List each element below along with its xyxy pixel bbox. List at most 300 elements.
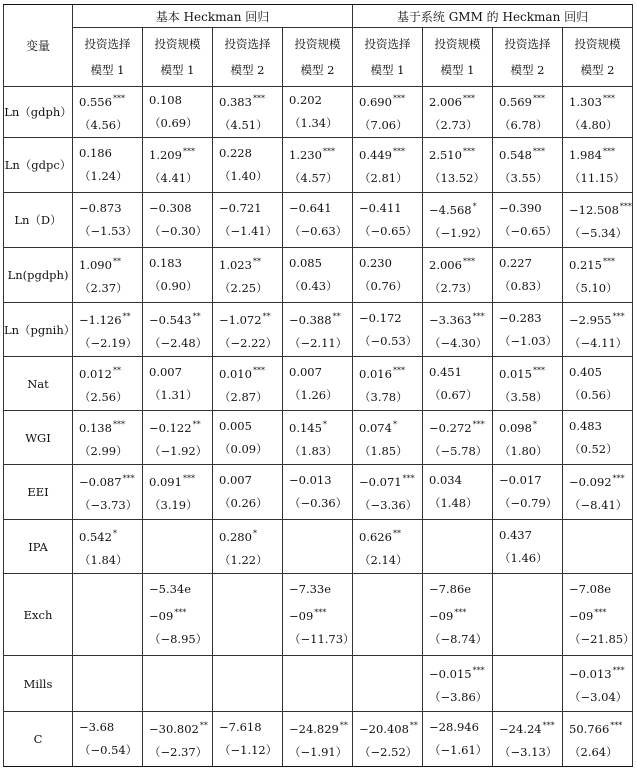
significance-stars: *** xyxy=(542,721,555,730)
cell-number: （0.43） xyxy=(289,279,338,293)
group-header-gmm-heckman: 基于系统 GMM 的 Heckman 回归 xyxy=(353,5,633,28)
cell-value xyxy=(499,114,562,137)
cell-value xyxy=(219,359,282,386)
cell-value xyxy=(149,197,212,220)
cell-number: −28.946 xyxy=(429,720,479,734)
cell-value xyxy=(289,492,352,515)
cell-value xyxy=(359,252,422,275)
cell-value xyxy=(79,197,142,220)
table-cell xyxy=(423,248,493,303)
variable-label: Nat xyxy=(4,357,73,411)
cell-number: （0.76） xyxy=(359,279,408,293)
significance-stars: *** xyxy=(122,474,135,483)
cell-value xyxy=(499,330,562,353)
table-cell xyxy=(493,712,563,767)
table-cell xyxy=(493,465,563,520)
cell-value xyxy=(219,87,282,114)
table-cell xyxy=(423,574,493,656)
significance-stars: ** xyxy=(112,257,121,266)
column-header-line: 投资规模 xyxy=(434,37,481,51)
cell-number: （0.90） xyxy=(149,279,198,293)
table-cell xyxy=(143,193,213,248)
cell-number: 0.108 xyxy=(149,93,182,107)
cell-value xyxy=(359,197,422,220)
cell-value xyxy=(499,469,562,492)
cell-number: 1.230 xyxy=(289,148,322,162)
cell-number: 0.098 xyxy=(499,420,532,435)
cell-number: −0.308 xyxy=(149,201,192,215)
column-header xyxy=(423,28,493,87)
table-cell xyxy=(563,465,633,520)
cell-value xyxy=(289,89,352,112)
cell-value xyxy=(429,628,492,651)
cell-value xyxy=(429,739,492,762)
cell-value xyxy=(429,140,492,167)
cell-value xyxy=(289,578,352,601)
cell-number: （13.52） xyxy=(429,171,485,185)
cell-number: 0.186 xyxy=(79,146,112,160)
cell-value xyxy=(359,140,422,167)
cell-number: （0.26） xyxy=(219,496,268,510)
cell-value xyxy=(79,332,142,355)
table-cell xyxy=(213,465,283,520)
cell-number: （6.78） xyxy=(499,118,548,132)
table-cell xyxy=(73,411,143,465)
column-header xyxy=(213,28,283,87)
cell-number: 0.556 xyxy=(79,95,112,109)
cell-value xyxy=(569,384,632,407)
cell-value xyxy=(359,467,422,494)
cell-value xyxy=(79,359,142,386)
cell-value xyxy=(359,359,422,386)
significance-stars: *** xyxy=(182,474,195,483)
cell-value xyxy=(79,440,142,463)
cell-number: （−2.11） xyxy=(289,335,348,350)
cell-number: 0.228 xyxy=(219,146,252,160)
cell-number: （−8.41） xyxy=(569,498,628,512)
table-row xyxy=(4,712,633,767)
table-cell xyxy=(73,138,143,193)
cell-number: −4.568 xyxy=(429,203,472,217)
table-cell xyxy=(353,87,423,138)
column-header-line: 投资选择 xyxy=(224,37,271,51)
cell-number: （−0.65） xyxy=(499,224,558,238)
cell-number: −0.017 xyxy=(499,473,542,487)
cell-number: 0.074 xyxy=(359,420,392,435)
cell-value xyxy=(149,714,212,741)
cell-number: （4.51） xyxy=(219,118,268,132)
table-row xyxy=(4,303,633,357)
table-cell xyxy=(563,303,633,357)
table-cell xyxy=(353,411,423,465)
significance-stars: *** xyxy=(392,94,405,103)
cell-number: −0.013 xyxy=(289,473,332,487)
cell-value xyxy=(149,140,212,167)
cell-value xyxy=(359,114,422,137)
significance-stars: *** xyxy=(182,147,195,156)
table-cell xyxy=(493,656,563,712)
cell-number: （−1.91） xyxy=(289,745,348,759)
cell-number: （1.46） xyxy=(499,550,548,565)
table-cell xyxy=(73,574,143,656)
column-header-line: 投资选择 xyxy=(504,37,551,51)
significance-stars: *** xyxy=(252,365,265,375)
cell-number: （−0.63） xyxy=(289,224,348,238)
cell-value xyxy=(569,686,632,709)
cell-number: −09 xyxy=(289,609,314,623)
cell-number: 0.626 xyxy=(359,529,392,544)
cell-value xyxy=(359,714,422,741)
cell-value xyxy=(219,438,282,461)
table-cell xyxy=(353,465,423,520)
cell-value xyxy=(429,384,492,407)
cell-value xyxy=(79,549,142,572)
cell-value xyxy=(149,601,212,628)
cell-number: 0.010 xyxy=(219,366,252,381)
significance-stars: * xyxy=(392,419,397,429)
cell-number: （−0.53） xyxy=(359,333,418,348)
cell-value xyxy=(289,305,352,332)
cell-value xyxy=(149,252,212,275)
cell-number: −7.86e xyxy=(429,582,472,596)
cell-value xyxy=(149,578,212,601)
cell-value xyxy=(359,741,422,764)
table-row xyxy=(4,138,633,193)
cell-value xyxy=(429,659,492,686)
cell-value xyxy=(359,167,422,190)
cell-number: −1.072 xyxy=(219,312,262,327)
variable-label: EEI xyxy=(4,465,73,520)
significance-stars: ** xyxy=(339,721,348,730)
cell-value xyxy=(429,332,492,355)
cell-number: 0.483 xyxy=(569,418,602,433)
significance-stars: *** xyxy=(322,147,335,156)
cell-value xyxy=(219,142,282,165)
cell-value xyxy=(569,494,632,517)
cell-value xyxy=(429,578,492,601)
table-cell xyxy=(73,656,143,712)
cell-number: 0.227 xyxy=(499,256,532,270)
significance-stars: *** xyxy=(612,311,625,321)
column-header xyxy=(73,28,143,87)
cell-number: （0.52） xyxy=(569,441,618,456)
significance-stars: *** xyxy=(612,665,625,675)
cell-number: −3.68 xyxy=(79,720,115,734)
column-header xyxy=(493,28,563,87)
cell-number: （−0.54） xyxy=(79,743,138,757)
cell-value xyxy=(429,222,492,245)
cell-number: −1.126 xyxy=(79,312,122,327)
cell-value xyxy=(149,413,212,440)
cell-number: 0.405 xyxy=(569,364,602,379)
cell-value xyxy=(219,165,282,188)
table-cell xyxy=(213,574,283,656)
cell-value xyxy=(79,494,142,517)
cell-value xyxy=(359,386,422,409)
significance-stars: *** xyxy=(252,94,265,103)
cell-value xyxy=(219,332,282,355)
column-header-line: 投资规模 xyxy=(574,37,621,51)
table-cell xyxy=(283,411,353,465)
cell-value xyxy=(429,601,492,628)
table-cell xyxy=(143,87,213,138)
table-cell xyxy=(563,712,633,767)
cell-number: −3.363 xyxy=(429,312,472,327)
variable-label: C xyxy=(4,712,73,767)
cell-value xyxy=(569,438,632,461)
cell-number: −0.071 xyxy=(359,475,402,489)
table-row xyxy=(4,520,633,574)
cell-number: （2.37） xyxy=(79,281,128,295)
cell-number: （−2.48） xyxy=(149,335,208,350)
table-cell xyxy=(213,138,283,193)
cell-number: （−0.65） xyxy=(359,224,418,238)
group-header-basic-heckman: 基本 Heckman 回归 xyxy=(73,5,353,28)
table-cell xyxy=(353,193,423,248)
cell-value xyxy=(499,252,562,275)
table-cell xyxy=(73,248,143,303)
variable-label: IPA xyxy=(4,520,73,574)
table-cell xyxy=(213,193,283,248)
significance-stars: ** xyxy=(262,311,271,321)
table-cell xyxy=(493,303,563,357)
table-cell xyxy=(213,411,283,465)
cell-value xyxy=(499,275,562,298)
significance-stars: *** xyxy=(602,94,615,103)
cell-number: （1.31） xyxy=(149,387,198,402)
table-cell xyxy=(213,303,283,357)
table-cell xyxy=(423,520,493,574)
table-cell xyxy=(283,87,353,138)
significance-stars: *** xyxy=(402,474,415,483)
table-cell xyxy=(143,138,213,193)
cell-number: （0.56） xyxy=(569,387,618,402)
cell-number: （4.57） xyxy=(289,171,338,185)
cell-value xyxy=(79,165,142,188)
cell-value xyxy=(289,440,352,463)
significance-stars: * xyxy=(112,528,117,538)
cell-number: （−8.95） xyxy=(149,632,208,646)
cell-number: （4.41） xyxy=(149,171,198,185)
cell-number: （2.64） xyxy=(569,745,618,759)
cell-number: （0.69） xyxy=(149,116,198,130)
significance-stars: ** xyxy=(192,419,201,429)
regression-table xyxy=(3,4,633,767)
cell-number: （3.19） xyxy=(149,498,198,512)
cell-value xyxy=(359,522,422,549)
table-cell xyxy=(563,193,633,248)
cell-number: 1.209 xyxy=(149,148,182,162)
cell-number: （−3.04） xyxy=(569,689,628,704)
cell-value xyxy=(219,386,282,409)
cell-value xyxy=(359,307,422,330)
cell-number: （−4.30） xyxy=(429,335,488,350)
cell-value xyxy=(429,413,492,440)
cell-value xyxy=(499,413,562,440)
column-header-line: 投资选择 xyxy=(364,37,411,51)
cell-number: （3.78） xyxy=(359,389,408,404)
cell-value xyxy=(429,167,492,190)
cell-number: −0.092 xyxy=(569,475,612,489)
significance-stars: *** xyxy=(594,608,607,617)
cell-value xyxy=(149,494,212,517)
cell-value xyxy=(79,142,142,165)
cell-number: （−3.86） xyxy=(429,689,488,704)
cell-value xyxy=(429,686,492,709)
cell-value xyxy=(79,522,142,549)
cell-number: −0.272 xyxy=(429,420,472,435)
column-header-line: 模型 2 xyxy=(230,63,265,77)
cell-value xyxy=(149,440,212,463)
cell-number: 0.451 xyxy=(429,364,462,379)
cell-number: −0.543 xyxy=(149,312,192,327)
table-cell xyxy=(423,87,493,138)
table-cell xyxy=(73,193,143,248)
table-cell xyxy=(563,520,633,574)
cell-number: −0.087 xyxy=(79,475,122,489)
cell-value xyxy=(569,222,632,245)
table-cell xyxy=(143,465,213,520)
cell-number: （−3.36） xyxy=(359,498,418,512)
cell-number: （−1.61） xyxy=(429,743,488,757)
variable-label: Exch xyxy=(4,574,73,656)
variable-label: WGI xyxy=(4,411,73,465)
significance-stars: *** xyxy=(462,147,475,156)
cell-number: （1.40） xyxy=(219,169,268,183)
cell-value xyxy=(569,415,632,438)
cell-number: （2.25） xyxy=(219,281,268,295)
cell-value xyxy=(569,114,632,137)
cell-value xyxy=(219,492,282,515)
cell-number: （0.67） xyxy=(429,387,478,402)
table-cell xyxy=(423,193,493,248)
cell-number: （4.56） xyxy=(79,118,128,132)
significance-stars: *** xyxy=(532,147,545,156)
table-cell xyxy=(563,411,633,465)
cell-number: 0.569 xyxy=(499,95,532,109)
cell-value xyxy=(149,167,212,190)
cell-value xyxy=(359,413,422,440)
significance-stars: ** xyxy=(122,311,131,321)
cell-number: （1.80） xyxy=(499,443,548,458)
variable-label: Mills xyxy=(4,656,73,712)
cell-value xyxy=(149,305,212,332)
cell-number: （3.58） xyxy=(499,389,548,404)
table-cell xyxy=(493,411,563,465)
cell-value xyxy=(569,140,632,167)
table-cell xyxy=(73,465,143,520)
column-header-line: 模型 2 xyxy=(580,63,615,77)
cell-number: （1.48） xyxy=(429,496,478,510)
cell-number: −7.08e xyxy=(569,582,612,596)
cell-value xyxy=(219,220,282,243)
column-header-line: 模型 2 xyxy=(300,63,335,77)
table-cell xyxy=(423,411,493,465)
cell-value xyxy=(219,415,282,438)
table-cell xyxy=(423,712,493,767)
column-header xyxy=(283,28,353,87)
table-row xyxy=(4,574,633,656)
cell-number: 0.437 xyxy=(499,527,532,542)
cell-value xyxy=(289,714,352,741)
cell-value xyxy=(289,384,352,407)
cell-value xyxy=(149,741,212,764)
cell-value xyxy=(79,277,142,300)
cell-number: 50.766 xyxy=(569,722,610,736)
cell-value xyxy=(569,167,632,190)
cell-value xyxy=(499,547,562,570)
cell-value xyxy=(359,87,422,114)
cell-number: 2.006 xyxy=(429,258,462,272)
cell-value xyxy=(219,197,282,220)
table-cell xyxy=(283,712,353,767)
cell-number: −0.013 xyxy=(569,666,612,681)
significance-stars: *** xyxy=(314,608,327,617)
column-header-line: 模型 1 xyxy=(440,63,475,77)
table-cell xyxy=(423,357,493,411)
table-cell xyxy=(213,712,283,767)
cell-value xyxy=(429,469,492,492)
cell-value xyxy=(359,494,422,517)
cell-number: −2.955 xyxy=(569,312,612,327)
table-cell xyxy=(283,656,353,712)
cell-number: （−4.11） xyxy=(569,335,628,350)
column-header-line: 模型 1 xyxy=(160,63,195,77)
cell-value xyxy=(79,114,142,137)
cell-value xyxy=(429,195,492,222)
cell-value xyxy=(149,220,212,243)
table-cell xyxy=(213,520,283,574)
table-row xyxy=(4,465,633,520)
cell-number: −0.388 xyxy=(289,312,332,327)
cell-number: 0.280 xyxy=(219,529,252,544)
significance-stars: *** xyxy=(472,665,485,675)
cell-number: −30.802 xyxy=(149,722,199,736)
cell-value xyxy=(429,114,492,137)
cell-number: −0.122 xyxy=(149,420,192,435)
cell-value xyxy=(79,305,142,332)
variable-header: 变量 xyxy=(4,5,73,87)
significance-stars: ** xyxy=(392,528,401,538)
cell-value xyxy=(289,220,352,243)
cell-value xyxy=(149,384,212,407)
table-cell xyxy=(283,357,353,411)
significance-stars: *** xyxy=(112,94,125,103)
cell-value xyxy=(569,628,635,651)
cell-value xyxy=(569,250,632,277)
cell-value xyxy=(79,87,142,114)
cell-number: （−3.73） xyxy=(79,498,138,512)
cell-number: −0.015 xyxy=(429,666,472,681)
cell-value xyxy=(359,220,422,243)
significance-stars: ** xyxy=(199,721,208,730)
cell-value xyxy=(429,361,492,384)
cell-number: （−1.53） xyxy=(79,224,138,238)
cell-number: （1.24） xyxy=(79,169,128,183)
cell-number: −24.829 xyxy=(289,722,339,736)
table-cell xyxy=(353,656,423,712)
cell-number: 0.091 xyxy=(149,475,182,489)
cell-value xyxy=(499,167,562,190)
cell-value xyxy=(289,601,352,628)
table-cell xyxy=(283,574,353,656)
cell-value xyxy=(569,601,632,628)
table-cell xyxy=(423,303,493,357)
cell-number: −7.33e xyxy=(289,582,332,596)
cell-number: （5.10） xyxy=(569,281,618,295)
cell-number: 0.015 xyxy=(499,366,532,381)
variable-label: Ln（gdph） xyxy=(4,87,73,138)
